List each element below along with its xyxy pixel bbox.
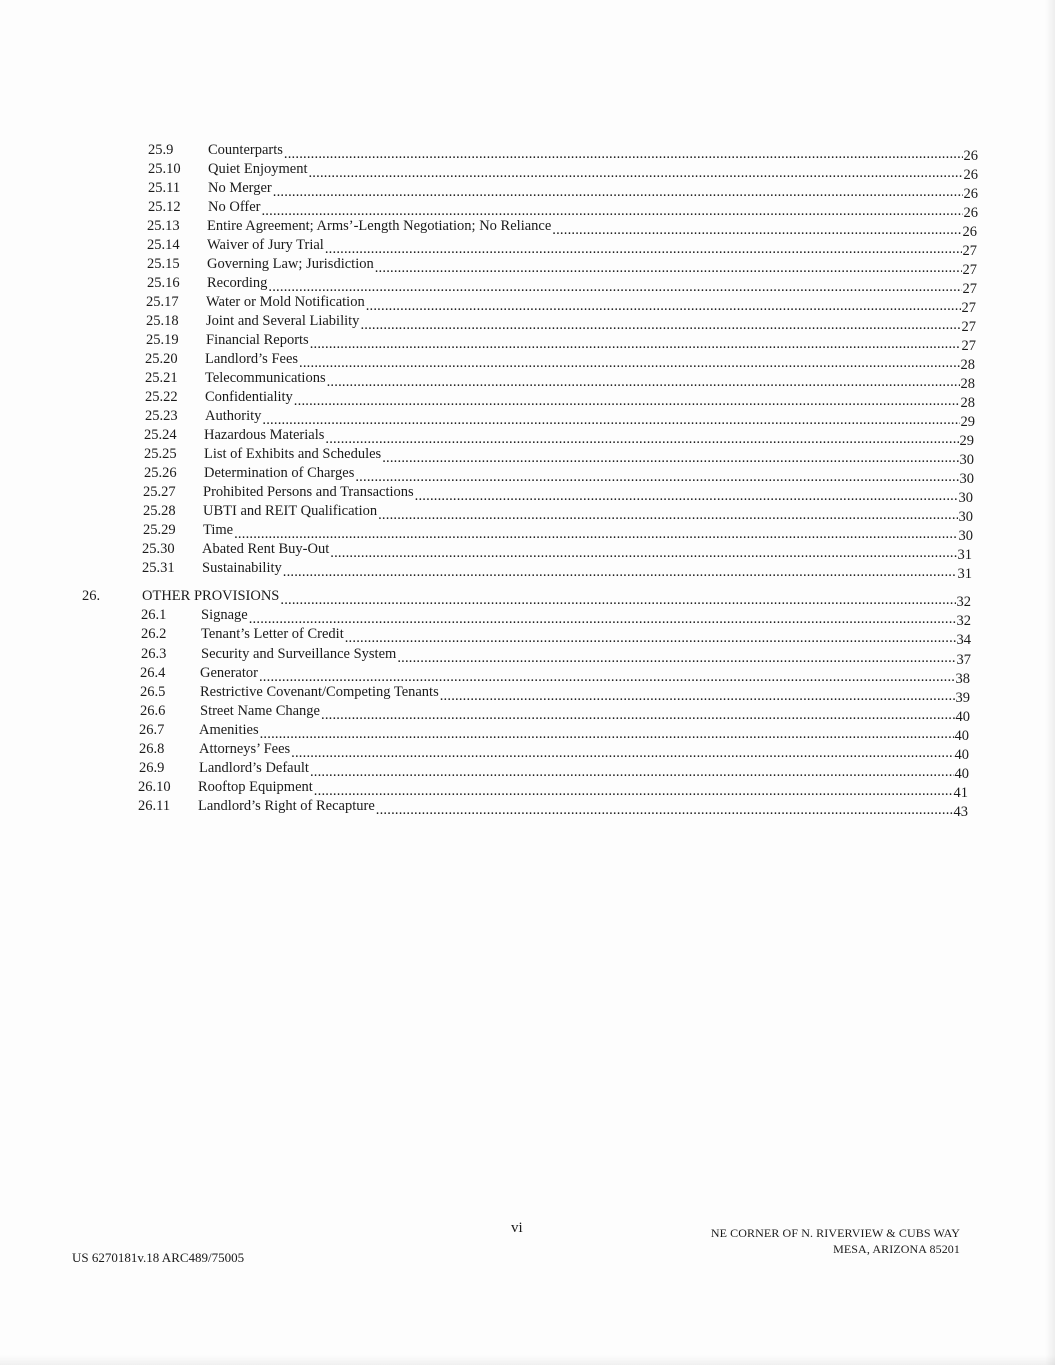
- toc-entry: [147, 274, 977, 297]
- toc-section-page: 32: [956, 594, 971, 610]
- toc-entry: [140, 683, 970, 706]
- toc-entry-page: 38: [955, 671, 970, 687]
- toc-entry-number: 25.29: [143, 522, 176, 538]
- toc-entry-page: 30: [959, 471, 974, 487]
- toc-entry-number: 25.25: [144, 446, 177, 462]
- toc-entry-title: Street Name Change: [200, 703, 320, 719]
- toc-entry-number: 25.23: [145, 408, 178, 424]
- toc-entry-title: Quiet Enjoyment: [208, 161, 308, 177]
- toc-entry-number: 25.16: [147, 275, 180, 291]
- toc-entry-title: No Merger: [208, 180, 272, 196]
- toc-entry-number: 26.10: [138, 779, 171, 795]
- toc-entry: [146, 293, 976, 316]
- address-line-2: MESA, ARIZONA 85201: [833, 1242, 960, 1256]
- toc-entry-page: 40: [954, 728, 969, 744]
- toc-entry-title: No Offer: [208, 199, 261, 215]
- toc-entry-title: Sustainability: [202, 560, 282, 576]
- toc-entry-number: 25.18: [146, 313, 179, 329]
- toc-entry-title: Landlord’s Fees: [205, 351, 299, 367]
- toc-entry: [139, 759, 969, 782]
- toc-entry-number: 25.30: [142, 541, 175, 557]
- toc-entry-page: 43: [953, 804, 968, 820]
- toc-entry-title: Security and Surveillance System: [201, 646, 397, 662]
- toc-entry-number: 25.20: [145, 351, 178, 367]
- toc-entry: [145, 369, 975, 392]
- toc-entry-page: 29: [960, 414, 975, 430]
- toc-section-title: OTHER PROVISIONS: [142, 588, 280, 604]
- toc-entry: [147, 255, 977, 278]
- toc-entry-title: Entire Agreement; Arms’-Length Negotiation; No Reliance: [207, 218, 552, 234]
- toc-entry: [139, 740, 969, 763]
- toc-entry-title: Amenities: [199, 722, 259, 738]
- toc-entry-number: 25.17: [146, 294, 179, 310]
- toc-entry: [146, 312, 976, 335]
- toc-entry-title: Confidentiality: [205, 389, 293, 405]
- dot-leader: [376, 801, 953, 820]
- toc-entry-title: Prohibited Persons and Transactions: [203, 484, 414, 500]
- toc-entry-number: 25.26: [144, 465, 177, 481]
- toc-entry: [145, 407, 975, 430]
- toc-entry-title: Signage: [201, 607, 248, 623]
- toc-entry: [140, 702, 970, 725]
- property-address: [711, 1225, 960, 1257]
- toc-entry: [141, 645, 971, 668]
- toc-entry-page: 32: [956, 613, 971, 629]
- toc-entry-title: Recording: [207, 275, 268, 291]
- toc-entry-title: Landlord’s Default: [199, 760, 309, 776]
- toc-entry: [141, 606, 971, 629]
- toc-entry-title: Tenant’s Letter of Credit: [201, 626, 344, 642]
- toc-entry-number: 25.24: [144, 427, 177, 443]
- toc-entry: [143, 483, 973, 506]
- address-line-1: NE CORNER OF N. RIVERVIEW & CUBS WAY: [710, 1226, 960, 1240]
- toc-entry-page: 27: [962, 262, 977, 278]
- toc-entry-number: 25.21: [145, 370, 178, 386]
- toc-entry-title: Abated Rent Buy-Out: [202, 541, 330, 557]
- toc-entry-title: List of Exhibits and Schedules: [204, 446, 382, 462]
- toc-entry-number: 26.4: [140, 665, 166, 681]
- toc-entry: [141, 625, 971, 648]
- page-number: vi: [511, 1220, 523, 1236]
- toc-entry-page: 39: [955, 690, 970, 706]
- toc-entry-title: Time: [203, 522, 234, 538]
- toc-entry-title: Rooftop Equipment: [198, 779, 313, 795]
- toc-entry-number: 25.14: [147, 237, 180, 253]
- toc-entry-number: 25.28: [143, 503, 176, 519]
- toc-entry-page: 27: [962, 281, 977, 297]
- toc-entry-number: 26.6: [140, 703, 166, 719]
- toc-entry-number: 26.3: [141, 646, 167, 662]
- toc-entry-number: 25.27: [143, 484, 176, 500]
- toc-entry-number: 26.9: [139, 760, 165, 776]
- toc-entry-number: 26.1: [141, 607, 167, 623]
- toc-entry-page: 26: [963, 186, 978, 202]
- toc-entry-title: Waiver of Jury Trial: [207, 237, 324, 253]
- toc-entry: [147, 217, 977, 240]
- toc-entry-title: Financial Reports: [206, 332, 309, 348]
- toc-entry: [144, 426, 974, 449]
- toc-entry-number: 26.7: [139, 722, 165, 738]
- document-id: US 6270181v.18 ARC489/75005: [72, 1250, 245, 1265]
- toc-entry-page: 27: [961, 300, 976, 316]
- toc-entry: [143, 521, 973, 544]
- toc-entry-page: 27: [961, 338, 976, 354]
- toc-entry: [145, 350, 975, 373]
- toc-entry-title: Telecommunications: [205, 370, 326, 386]
- toc-entry-title: Generator: [200, 665, 258, 681]
- toc-entry-page: 34: [956, 632, 971, 648]
- toc-entry-title: Water or Mold Notification: [206, 294, 365, 310]
- toc-section-number: 26.: [82, 588, 101, 604]
- scan-edge-shadow: [0, 1355, 1055, 1365]
- toc-entry-title: Joint and Several Liability: [206, 313, 360, 329]
- toc-entry-page: 27: [961, 319, 976, 335]
- toc-entry-page: 26: [962, 224, 977, 240]
- toc-entry: [143, 502, 973, 525]
- toc-entry-page: 40: [954, 747, 969, 763]
- toc-entry-title: Governing Law; Jurisdiction: [207, 256, 374, 272]
- toc-entry-number: 26.2: [141, 626, 167, 642]
- toc-entry-page: 28: [960, 357, 975, 373]
- toc-entry-number: 25.22: [145, 389, 178, 405]
- toc-entry: [142, 559, 972, 582]
- toc-entry-page: 30: [959, 452, 974, 468]
- toc-entry-title: Hazardous Materials: [204, 427, 325, 443]
- toc-entry-page: 26: [963, 205, 978, 221]
- toc-entry-number: 25.10: [148, 161, 181, 177]
- toc-entry-title: Restrictive Covenant/Competing Tenants: [200, 684, 439, 700]
- toc-entry-number: 25.31: [142, 560, 175, 576]
- toc-entry-page: 26: [963, 167, 978, 183]
- toc-entry: [140, 664, 970, 687]
- toc-entry-number: 25.15: [147, 256, 180, 272]
- toc-entry: [138, 797, 968, 820]
- toc-entry: [144, 464, 974, 487]
- toc-entry: [148, 198, 978, 221]
- toc-entry-number: 25.9: [148, 142, 174, 158]
- toc-entry: [146, 331, 976, 354]
- toc-entry: [139, 721, 969, 744]
- toc-entry-number: 26.8: [139, 741, 165, 757]
- toc-entry: [148, 141, 978, 164]
- toc-entry-page: 40: [955, 709, 970, 725]
- toc-entry-page: 28: [960, 395, 975, 411]
- toc-entry: [144, 445, 974, 468]
- toc-entry-page: 31: [957, 547, 972, 563]
- toc-entry-number: 26.11: [138, 798, 171, 814]
- toc-entry-number: 25.19: [146, 332, 179, 348]
- toc-entry-page: 29: [959, 433, 974, 449]
- toc-entry-page: 30: [958, 509, 973, 525]
- toc-entry-page: 40: [954, 766, 969, 782]
- toc-entry-title: UBTI and REIT Qualification: [203, 503, 378, 519]
- toc-entry: [148, 179, 978, 202]
- scan-edge-shadow: [1045, 0, 1055, 1365]
- toc-entry-page: 31: [957, 566, 972, 582]
- toc-section-heading: [82, 587, 971, 610]
- toc-entry: [138, 778, 968, 801]
- toc-entry-number: 25.11: [148, 180, 181, 196]
- toc-entry: [147, 236, 977, 259]
- toc-entry-title: Authority: [205, 408, 262, 424]
- toc-entry-number: 26.5: [140, 684, 166, 700]
- toc-entry-page: 28: [960, 376, 975, 392]
- toc-entry-page: 30: [958, 528, 973, 544]
- toc-entry: [142, 540, 972, 563]
- toc-entry-page: 37: [956, 652, 971, 668]
- toc-entry-page: 26: [963, 148, 978, 164]
- dot-leader: [283, 563, 957, 582]
- toc-entry-page: 41: [953, 785, 968, 801]
- toc-entry-title: Determination of Charges: [204, 465, 355, 481]
- toc-entry-title: Landlord’s Right of Recapture: [198, 798, 375, 814]
- toc-entry-page: 27: [962, 243, 977, 259]
- toc-entry-number: 25.13: [147, 218, 180, 234]
- toc-entry-page: 30: [958, 490, 973, 506]
- toc-entry: [148, 160, 978, 183]
- toc-entry-title: Counterparts: [208, 142, 283, 158]
- toc-entry-title: Attorneys’ Fees: [199, 741, 291, 757]
- toc-entry: [145, 388, 975, 411]
- toc-entry-number: 25.12: [148, 199, 181, 215]
